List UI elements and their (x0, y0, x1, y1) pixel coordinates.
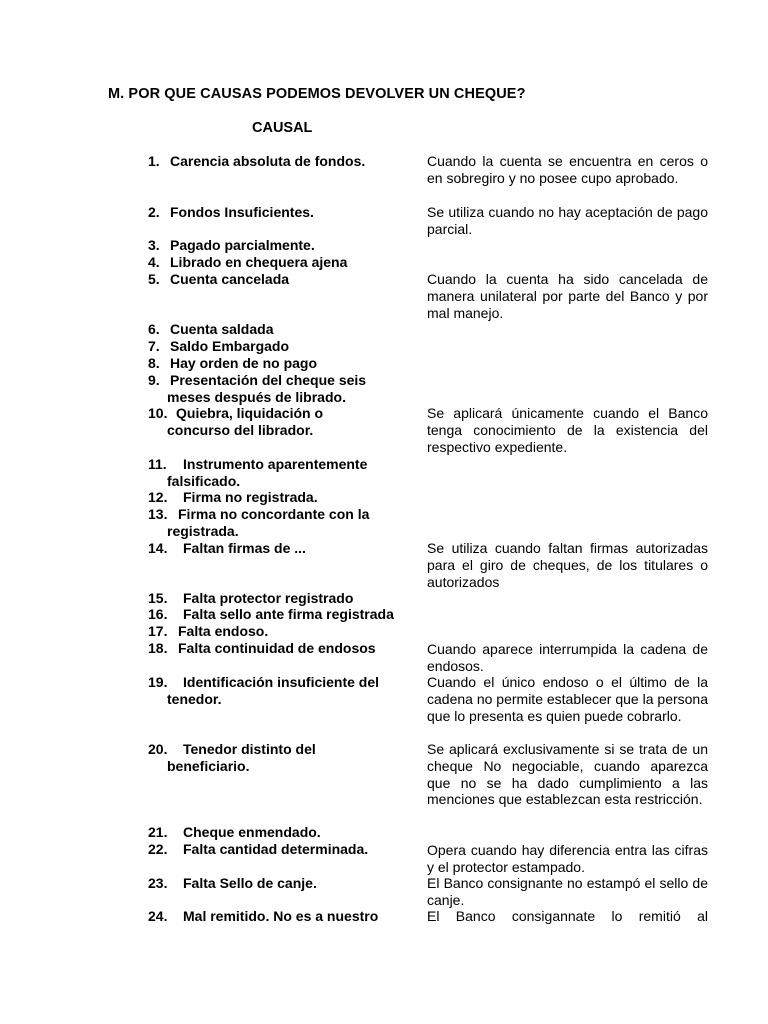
item-number: 14. (148, 540, 168, 556)
causal-label: tenedor. (167, 691, 222, 707)
causal-label: Faltan firmas de ... (183, 540, 306, 556)
item-number: 18. (148, 640, 168, 656)
causal-label: Identificación insuficiente del (183, 674, 380, 690)
causal-label: registrada. (167, 523, 239, 539)
causal-label: Falta cantidad determinada. (183, 841, 369, 857)
item-number: 3. (148, 237, 160, 253)
causal-label: Presentación del cheque seis (170, 372, 367, 388)
item-number: 1. (148, 153, 160, 169)
item-number: 5. (148, 271, 160, 287)
item-number: 24. (148, 908, 168, 924)
causal-label: meses después de librado. (167, 389, 346, 405)
causal-description: El Banco consigannate lo remitió al (427, 908, 708, 924)
causal-description: Se aplicará exclusivamente si se trata de un cheque No negociable, cuando aparezca que no se ha dado cumplimiento a las menciones que establezcan esta restricción. (427, 741, 708, 808)
item-number: 19. (148, 674, 168, 690)
causal-label: Falta sello ante firma registrada (183, 606, 394, 622)
causal-label: Cheque enmendado. (183, 824, 321, 840)
causal-description: Cuando la cuenta ha sido cancelada de manera unilateral por parte del Banco y por mal manejo. (427, 271, 708, 321)
causal-description: Cuando la cuenta se encuentra en ceros o en sobregiro y no posee cupo aprobado. (427, 153, 708, 186)
causal-label: Instrumento aparentemente (183, 456, 368, 472)
item-number: 11. (148, 456, 167, 472)
causal-description: El Banco consignante no estampó el sello de canje. (427, 875, 708, 908)
causal-label: Firma no registrada. (183, 489, 318, 505)
causal-label: Hay orden de no pago (170, 355, 318, 371)
item-number: 16. (148, 606, 168, 622)
item-number: 17. (148, 623, 168, 639)
causal-label: Falta continuidad de endosos (178, 640, 376, 656)
item-number: 12. (148, 489, 168, 505)
causal-description: Se utiliza cuando no hay aceptación de pago parcial. (427, 204, 708, 237)
item-number: 21. (148, 824, 168, 840)
causal-label: falsificado. (167, 473, 241, 489)
causal-label: Quiebra, liquidación o (176, 405, 324, 421)
causal-label: Falta protector registrado (183, 590, 354, 606)
item-number: 4. (148, 254, 160, 270)
causal-description: Cuando aparece interrumpida la cadena de endosos. (427, 641, 708, 674)
causal-description: Se aplicará únicamente cuando el Banco tenga conocimiento de la existencia del respectivo expediente. (427, 405, 708, 455)
causal-description: Se utiliza cuando faltan firmas autorizadas para el giro de cheques, de los titulares o autorizados (427, 540, 708, 590)
causal-label: beneficiario. (167, 758, 250, 774)
causal-label: Librado en chequera ajena (170, 254, 348, 270)
causal-label: Firma no concordante con la (178, 506, 370, 522)
causal-label: Carencia absoluta de fondos. (170, 153, 366, 169)
item-number: 13. (148, 506, 168, 522)
causal-label: Fondos Insuficientes. (170, 204, 314, 220)
item-number: 8. (148, 355, 160, 371)
causal-label: Cuenta saldada (170, 321, 274, 337)
causal-description: Opera cuando hay diferencia entra las cifras y el protector estampado. (427, 842, 708, 875)
causal-label: Saldo Embargado (170, 338, 290, 354)
causal-label: Mal remitido. No es a nuestro (183, 908, 379, 924)
page-title: M. POR QUE CAUSAS PODEMOS DEVOLVER UN CHEQUE? (108, 86, 526, 102)
item-number: 7. (148, 338, 160, 354)
item-number: 20. (148, 741, 168, 757)
causal-description: Cuando el único endoso o el último de la cadena no permite establecer que la persona que lo presenta es quien puede cobrarlo. (427, 674, 708, 724)
causal-label: Cuenta cancelada (170, 271, 290, 287)
item-number: 23. (148, 875, 168, 891)
item-number: 10. (148, 405, 168, 421)
column-heading-causal: CAUSAL (252, 120, 313, 136)
causal-label: concurso del librador. (167, 422, 314, 438)
causal-label: Tenedor distinto del (183, 741, 316, 757)
item-number: 2. (148, 204, 160, 220)
item-number: 22. (148, 841, 168, 857)
causal-label: Falta Sello de canje. (183, 875, 317, 891)
item-number: 15. (148, 590, 168, 606)
item-number: 6. (148, 321, 160, 337)
causal-label: Pagado parcialmente. (170, 237, 315, 253)
item-number: 9. (148, 372, 160, 388)
causal-label: Falta endoso. (178, 623, 269, 639)
